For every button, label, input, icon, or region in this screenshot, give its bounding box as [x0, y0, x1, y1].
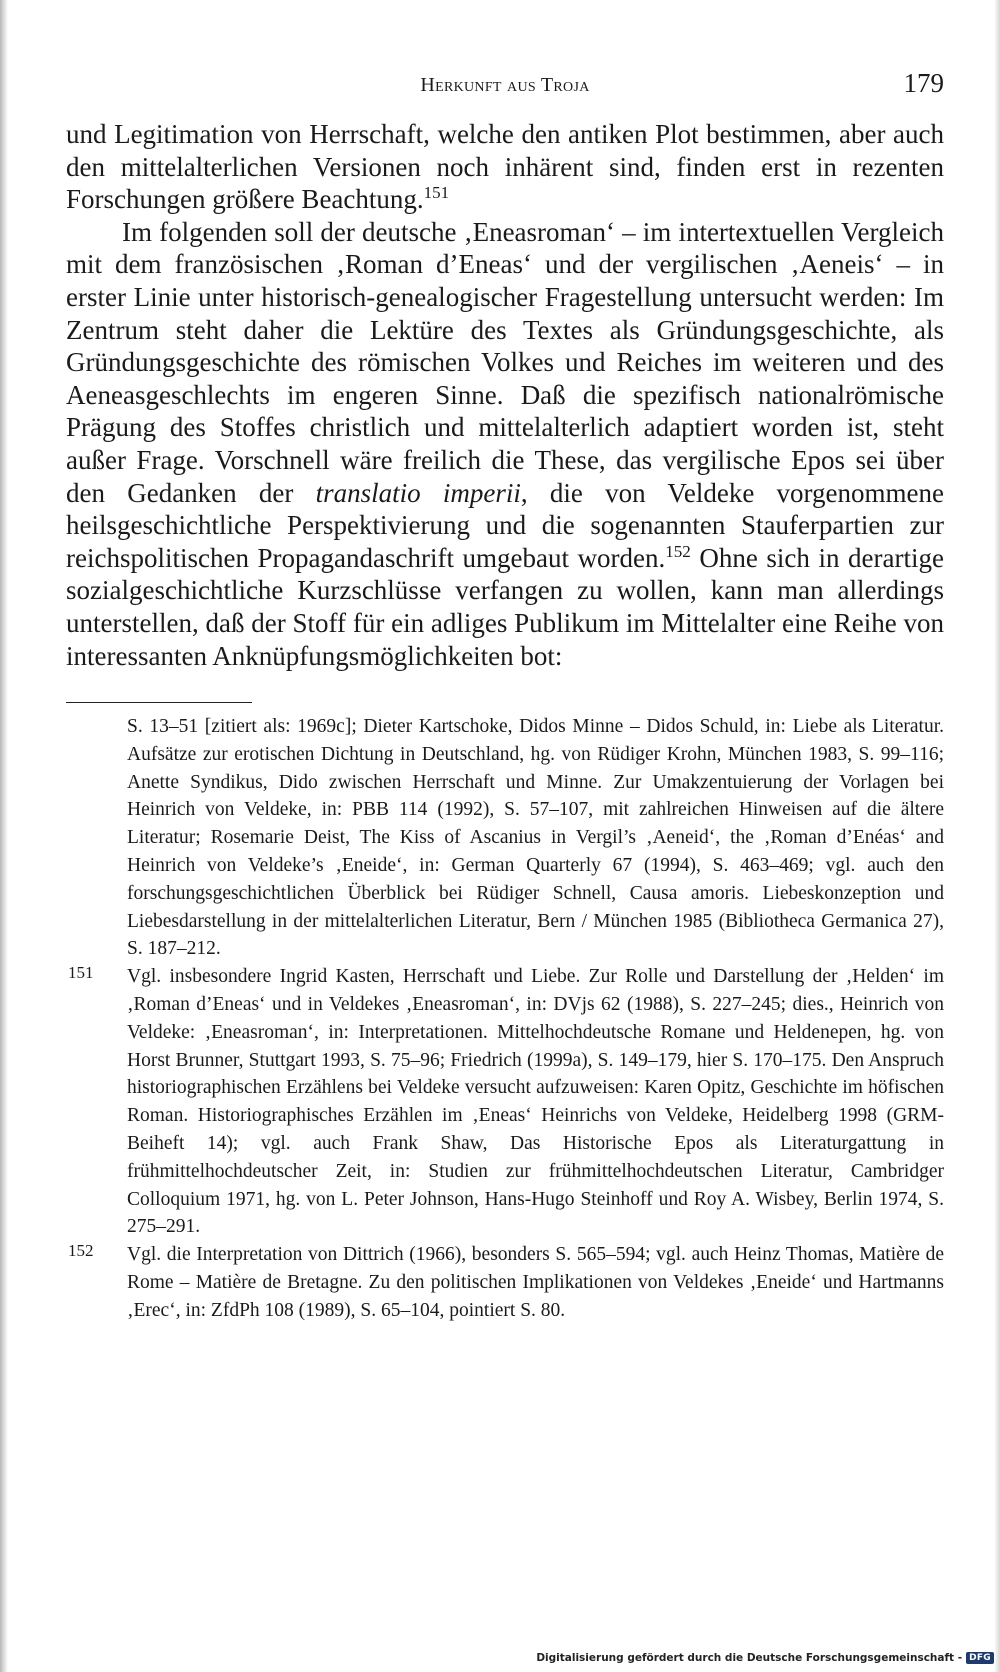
digitization-credit: [536, 1652, 994, 1664]
page-number: 179: [903, 68, 944, 98]
running-title: Herkunft aus Troja: [420, 74, 590, 96]
body-text: [66, 118, 944, 672]
paragraph-2-text-c: Ohne sich in derartige sozialgeschichtliche Kurzschlüsse verfangen zu wollen, kann man allerdings unterstellen, daß der Stoff für ein adliges Publikum im Mittelalter eine Reihe von interessanten Anknüpfungsmöglichkeiten bot:: [66, 542, 944, 671]
page-edge-shadow: [994, 0, 1000, 1672]
footnote-continuation: [66, 713, 944, 963]
footnote-number: 151: [68, 963, 94, 983]
footnote-text: Vgl. insbesondere Ingrid Kasten, Herrschaft und Liebe. Zur Rolle und Darstellung der ‚Helden‘ im ‚Roman d’Eneas‘ und in Veldekes ‚Eneasroman‘, in: DVjs 62 (1988), S. 227–245; dies., Heinrich von Veldeke: ‚Eneasroman‘, in: Interpretationen. Mittelhochdeutsche Romane und Heldenepen, hg. von Horst Brunner, Stuttgart 1993, S. 75–96; Friedrich (1999a), S. 149–179, hier S. 170–175. Den Anspruch historiographischen Erzählens bei Veldeke versucht aufzuweisen: Karen Opitz, Geschichte im höfischen Roman. Historiographisches Erzählen im ‚Eneas‘ Heinrichs von Veldeke, Heidelberg 1998 (GRM-Beiheft 14); vgl. auch Frank Shaw, Das Historische Epos als Literaturgattung in frühmittelhochdeutscher Zeit, in: Studien zur frühmittelhochdeutschen Literatur, Cambridger Colloquium 1971, hg. von L. Peter Johnson, Hans-Hugo Steinhoff und Roy A. Wisbey, Berlin 1974, S. 275–291.: [127, 966, 944, 1238]
footnote-151: [66, 963, 944, 1241]
paragraph-1: [66, 118, 944, 216]
paragraph-2: [66, 216, 944, 672]
page-spine-shadow: [0, 0, 8, 1672]
footnote-number: 152: [68, 1241, 94, 1261]
footnote-continuation-text: S. 13–51 [zitiert als: 1969c]; Dieter Kartschoke, Didos Minne – Didos Schuld, in: Liebe als Literatur. Aufsätze zur erotischen Dichtung in Deutschland, hg. von Rüdiger Krohn, München 1983, S. 99–116; Anette Syndikus, Dido zwischen Herrschaft und Minne. Zur Umakzentuierung der Vorlagen bei Heinrich von Veldeke, in: PBB 114 (1992), S. 57–107, mit zahlreichen Hinweisen auf die ältere Literatur; Rosemarie Deist, The Kiss of Ascanius in Vergil’s ‚Aeneid‘, the ‚Roman d’Enéas‘ and Heinrich von Veldeke’s ‚Eneide‘, in: German Quarterly 67 (1994), S. 463–469; vgl. auch den forschungsgeschichtlichen Überblick bei Rüdiger Schnell, Causa amoris. Liebeskonzeption und Liebesdarstellung in der mittelalterlichen Literatur, Bern / München 1985 (Bibliotheca Germanica 27), S. 187–212.: [127, 716, 944, 960]
running-head: [66, 62, 944, 110]
dfg-logo: DFG: [966, 1652, 994, 1664]
footnote-text: Vgl. die Interpretation von Dittrich (1966), besonders S. 565–594; vgl. auch Heinz Thomas, Matière de Rome – Matière de Bretagne. Zu den politischen Implikationen von Veldekes ‚Eneide‘ und Hartmanns ‚Erec‘, in: ZfdPh 108 (1989), S. 65–104, pointiert S. 80.: [127, 1244, 944, 1321]
paragraph-2-text-a: Im folgenden soll der deutsche ‚Eneasroman‘ – im intertextuellen Vergleich mit dem französischen ‚Roman d’Eneas‘ und der vergilischen ‚Aeneis‘ – in erster Linie unter historisch-genealogischer Fragestellung untersucht werden: Im Zentrum steht daher die Lektüre des Textes als Gründungsgeschichte, als Gründungsgeschichte des römischen Volkes und Reiches im weiteren und des Aeneasgeschlechts im engeren Sinne. Daß die spezifisch nationalrömische Prägung des Stoffes christlich und mittelalterlich adaptiert worden ist, steht außer Frage. Vorschnell wäre freilich die These, das vergilische Epos sei über den Gedanken der: [66, 216, 944, 508]
footnote-ref-151: 151: [423, 183, 450, 203]
footnotes: [66, 713, 944, 1325]
footnote-152: [66, 1241, 944, 1324]
paragraph-2-text-b: , die von Veldeke vorgenommene heilsgeschichtliche Perspektivierung und die sogenannten Stauferpartien zur reichspolitischen Propagandaschrift umgebaut worden.: [66, 477, 945, 573]
footnote-divider: [66, 702, 252, 703]
footnote-ref-152: 152: [665, 541, 691, 561]
paragraph-1-text: und Legitimation von Herrschaft, welche den antiken Plot bestimmen, aber auch den mittelalterlichen Versionen noch inhärent sind, finden erst in rezenten Forschungen größere Beachtung.: [66, 119, 944, 215]
book-page: [66, 62, 944, 1325]
paragraph-2-italic-term: translatio imperii: [315, 477, 521, 508]
credit-text: Digitalisierung gefördert durch die Deutsche Forschungsgemeinschaft -: [536, 1652, 963, 1664]
